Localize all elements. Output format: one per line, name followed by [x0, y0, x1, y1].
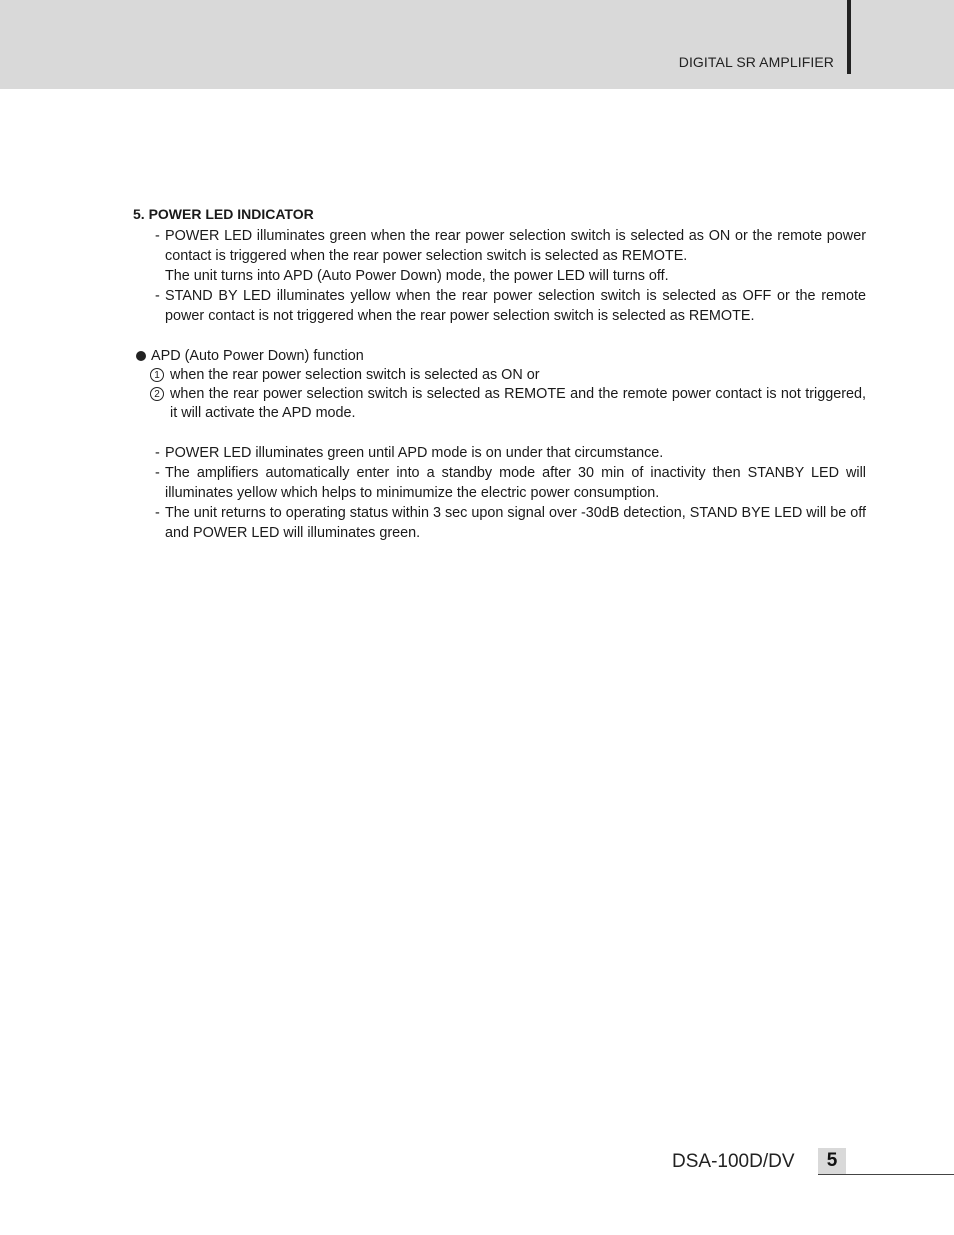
list-item: [133, 463, 866, 503]
page-content: [133, 204, 866, 543]
section-title: 5. POWER LED INDICATOR: [133, 206, 314, 222]
header-title: DIGITAL SR AMPLIFIER: [678, 54, 834, 70]
numbered-item: [133, 366, 866, 385]
header-band: [0, 0, 954, 89]
footer-divider: [818, 1174, 954, 1175]
dash-marker: -: [155, 505, 160, 521]
circled-number-icon: 2: [150, 387, 164, 401]
list-item: [133, 226, 866, 286]
apd-heading-text: APD (Auto Power Down) function: [151, 348, 364, 364]
list-item-text: POWER LED illuminates green when the rear power selection switch is selected as ON or the remote power contact is triggered when the rear power selection switch is selected as REMOTE.: [165, 228, 866, 264]
footer-model-name: DSA-100D/DV: [672, 1151, 795, 1172]
circled-number-icon: 1: [150, 368, 164, 382]
list-item-text: STAND BY LED illuminates yellow when the rear power selection switch is selected as OFF or the remote power contact is not triggered when the rear power selection switch is selected as REMOTE.: [165, 288, 866, 324]
list-item: [133, 443, 866, 463]
numbered-item-text: when the rear power selection switch is selected as REMOTE and the remote power contact is not triggered, it will activate the APD mode.: [170, 386, 866, 421]
page-number: 5: [818, 1148, 846, 1175]
dash-marker: -: [155, 445, 160, 461]
dash-marker: -: [155, 465, 160, 481]
list-item-text: The unit returns to operating status within 3 sec upon signal over -30dB detection, STAND BYE LED will be off and POWER LED will illuminates green.: [165, 505, 866, 541]
header-accent-bar: [847, 0, 851, 74]
bullet-icon: [136, 351, 146, 361]
dash-marker: -: [155, 288, 160, 304]
apd-heading: [133, 346, 866, 366]
list-item: [133, 503, 866, 543]
spacer: [133, 423, 866, 443]
list-item-text: POWER LED illuminates green until APD mode is on under that circumstance.: [165, 445, 664, 461]
numbered-item-text: when the rear power selection switch is selected as ON or: [170, 367, 540, 383]
numbered-item: [133, 385, 866, 423]
dash-marker: -: [155, 228, 160, 244]
spacer: [133, 326, 866, 346]
list-item: [133, 286, 866, 326]
list-item-text: The amplifiers automatically enter into a standby mode after 30 min of inactivity then STANBY LED will illuminates yellow which helps to minimumize the electric power consumption.: [165, 465, 866, 501]
list-item-note: The unit turns into APD (Auto Power Down) mode, the power LED will turns off.: [165, 268, 669, 284]
